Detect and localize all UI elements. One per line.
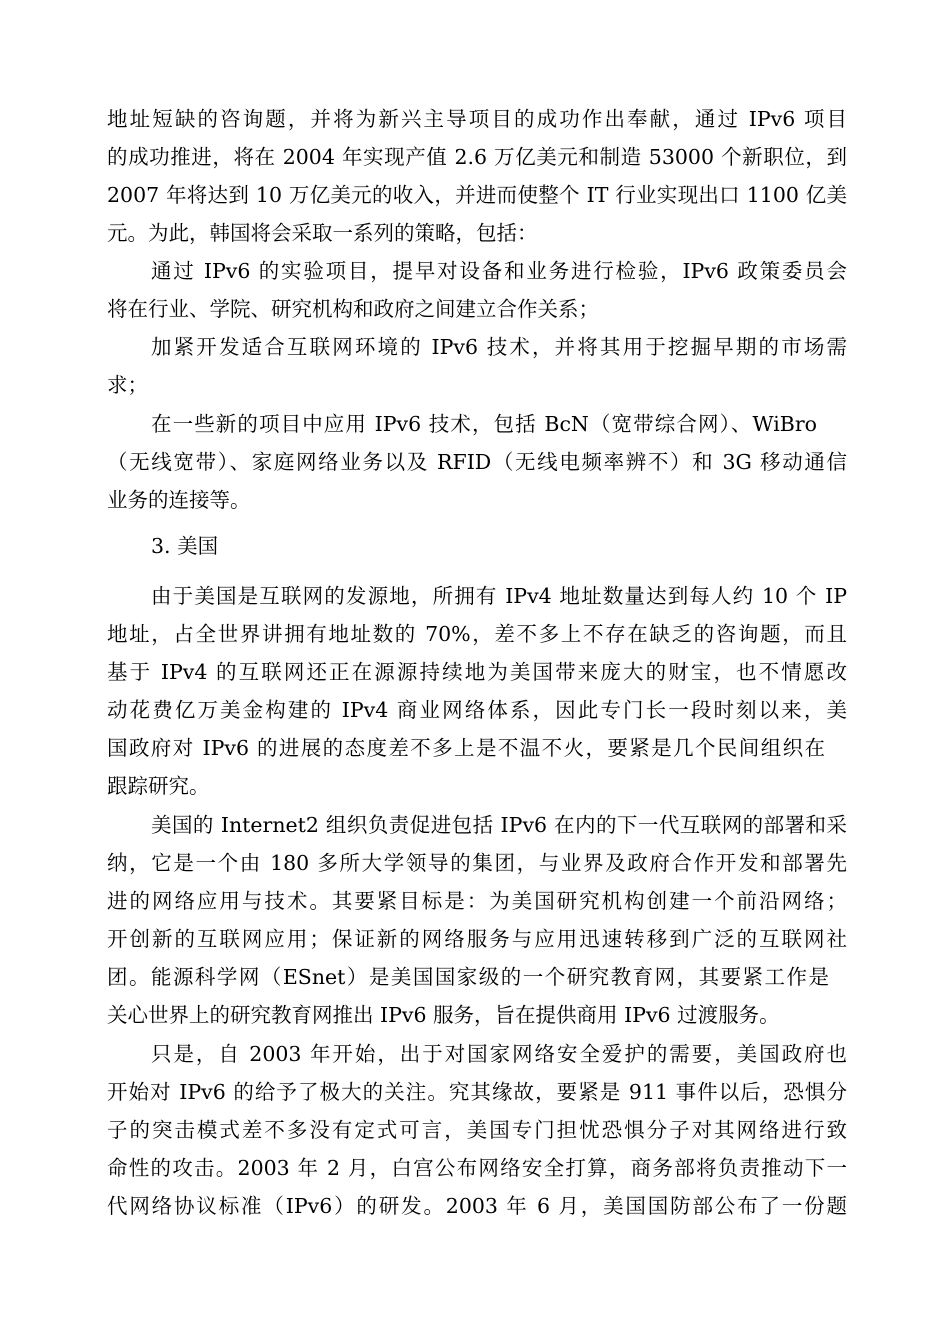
body-text-line: 只是，自 2003 年开始，出于对国家网络安全爱护的需要，美国政府也 [151, 1042, 847, 1066]
body-text-line: 进的网络应用与技术。其要紧目标是：为美国研究机构创建一个前沿网络； [107, 889, 847, 913]
body-text-line: 基于 IPv4 的互联网还正在源源持续地为美国带来庞大的财宝，也不情愿改 [107, 660, 847, 684]
body-text-line: 将在行业、学院、研究机构和政府之间建立合作关系； [107, 297, 599, 321]
section-heading: 3. 美国 [151, 534, 219, 558]
body-text-line: 关心世界上的研究教育网推出 IPv6 服务，旨在提供商用 IPv6 过渡服务。 [107, 1003, 780, 1027]
body-text-line: 子的突击模式差不多没有定式可言，美国专门担忧恐惧分子对其网络进行致 [107, 1118, 847, 1142]
body-text-line: 2007 年将达到 10 万亿美元的收入，并进而使整个 IT 行业实现出口 1100 亿美 [107, 183, 847, 207]
body-text-line: 命性的攻击。2003 年 2 月，白宫公布网络安全打算，商务部将负责推动下一 [107, 1156, 847, 1180]
body-text-line: 元。为此，韩国将会采取一系列的策略，包括： [107, 221, 538, 245]
body-text-line: （无线宽带）、家庭网络业务以及 RFID（无线电频率辨不）和 3G 移动通信 [107, 450, 847, 474]
body-text-line: 求； [107, 373, 148, 397]
body-text-line: 国政府对 IPv6 的进展的态度差不多上是不温不火，要紧是几个民间组织在 [107, 736, 825, 760]
body-text-line: 业务的连接等。 [107, 488, 251, 512]
body-text-line: 纳，它是一个由 180 多所大学领导的集团，与业界及政府合作开发和部署先 [107, 851, 847, 875]
body-text-line: 在一些新的项目中应用 IPv6 技术，包括 BcN（宽带综合网）、WiBro [151, 412, 817, 436]
body-text-line: 团。能源科学网（ESnet）是美国国家级的一个研究教育网，其要紧工作是 [107, 965, 829, 989]
body-text-line: 地址，占全世界讲拥有地址数的 70%，差不多上不存在缺乏的咨询题，而且 [107, 622, 847, 646]
body-text-line: 美国的 Internet2 组织负责促进包括 IPv6 在内的下一代互联网的部署和采 [151, 813, 847, 837]
body-text-line: 加紧开发适合互联网环境的 IPv6 技术，并将其用于挖掘早期的市场需 [151, 335, 847, 359]
body-text-line: 动花费亿万美金构建的 IPv4 商业网络体系，因此专门长一段时刻以来，美 [107, 698, 847, 722]
body-text-line: 开创新的互联网应用；保证新的网络服务与应用迅速转移到广泛的互联网社 [107, 927, 847, 951]
body-text-line: 的成功推进，将在 2004 年实现产值 2.6 万亿美元和制造 53000 个新职位，到 [107, 145, 847, 169]
body-text-line: 地址短缺的咨询题，并将为新兴主导项目的成功作出奉献，通过 IPv6 项目 [107, 107, 847, 131]
body-text-line: 代网络协议标准（IPv6）的研发。2003 年 6 月，美国国防部公布了一份题 [107, 1194, 847, 1218]
body-text-line: 通过 IPv6 的实验项目，提早对设备和业务进行检验，IPv6 政策委员会 [151, 259, 847, 283]
body-text-line: 跟踪研究。 [107, 774, 210, 798]
body-text-line: 由于美国是互联网的发源地，所拥有 IPv4 地址数量达到每人约 10 个 IP [151, 584, 847, 608]
body-text-line: 开始对 IPv6 的给予了极大的关注。究其缘故，要紧是 911 事件以后，恐惧分 [107, 1080, 847, 1104]
